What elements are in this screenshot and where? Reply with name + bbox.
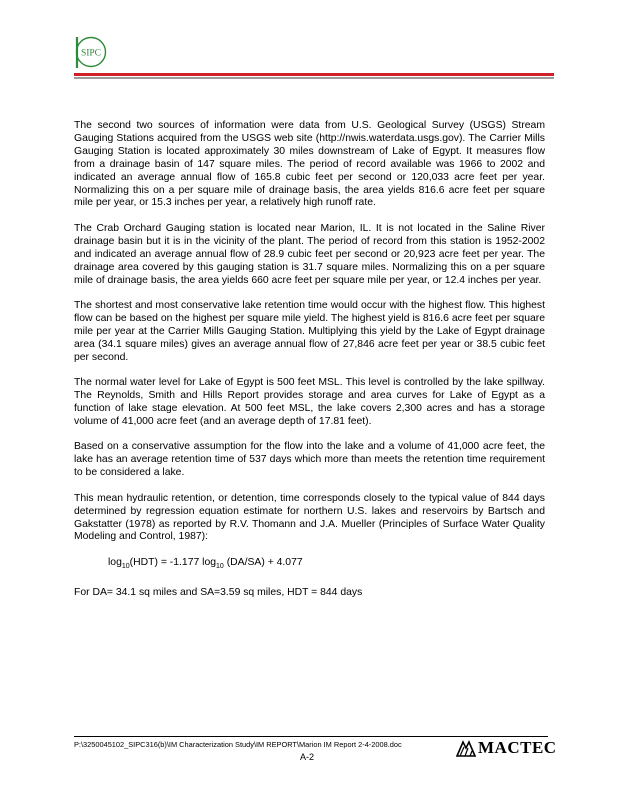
formula-term-right: (DA/SA) + 4.077 xyxy=(223,556,303,568)
paragraph-hydraulic-retention: This mean hydraulic retention, or detention, time corresponds closely to the typical value of 844 days determined by regression equation estimate for northern U.S. lakes and reservoirs by Bartsch and Gakstatter (1978) as reported by R.V. Thomann and J.A. Mueller (Principles of Surface Water Quality Modeling and Control, 1987): xyxy=(74,492,545,543)
mactec-logo xyxy=(456,738,557,758)
result-line: For DA= 34.1 sq miles and SA=3.59 sq miles, HDT = 844 days xyxy=(74,586,363,598)
formula-term-left: (HDT) = -1.177 log xyxy=(129,556,217,568)
sipc-logo-mark xyxy=(70,34,110,70)
paragraph-crab-orchard: The Crab Orchard Gauging station is located near Marion, IL. It is not located in the Saline River drainage basin but it is in the vicinity of the plant. The period of record from this station is 1952-2002 and indicated an average annual flow of 28.9 cubic feet per second or 20,923 acre feet per year. The drainage area covered by this gauging station is 31.7 square miles. Normalizing this on a per square mile of drainage basis, the area yields 660 acre feet per square mile per year, or 12.4 inches per year. xyxy=(74,222,545,286)
formula-log-left: log xyxy=(108,556,122,568)
sipc-logo xyxy=(70,34,110,70)
paragraph-retention-time: Based on a conservative assumption for the flow into the lake and a volume of 41,000 acre feet, the lake has an average retention time of 537 days which more than meets the retention time requirement to be considered a lake. xyxy=(74,441,545,479)
header-rule-gray xyxy=(74,77,554,79)
mactec-wordmark: MACTEC xyxy=(478,738,557,757)
document-body xyxy=(74,120,545,612)
hdt-formula xyxy=(74,557,545,574)
paragraph-usgs-stations: The second two sources of information were data from U.S. Geological Survey (USGS) Stream Gauging Stations acquired from the USGS web site (http://nwis.waterdata.usgs.gov). The Carrier Mills Gauging Station is located approximately 30 miles downstream of Lake of Egypt. It measures flow from a drainage basin of 147 square miles. The period of record available was 1966 to 2002 and indicated an average annual flow of 165.8 cubic feet per second or 120,033 acre feet per year. Normalizing this on a per square mile of drainage basis, the area yields 816.6 acre feet per square mile per year, or 15.3 inches per year, a relatively high runoff rate. xyxy=(74,120,545,209)
formula-sub-left: 10 xyxy=(121,563,130,571)
paragraph-water-level: The normal water level for Lake of Egypt is 500 feet MSL. This level is controlled by the lake spillway. The Reynolds, Smith and Hills Report provides storage and area curves for Lake of Egypt as a function of lake stage elevation. At 500 feet MSL, the lake covers 2,300 acres and has a storage volume of 41,000 acre feet (and an average depth of 17.81 feet). xyxy=(74,377,545,427)
footer-rule xyxy=(74,736,548,737)
formula-sub-right: 10 xyxy=(216,563,224,571)
page-number: A-2 xyxy=(300,752,315,762)
logo-text: SIPC xyxy=(80,48,102,59)
paragraph-retention-flow: The shortest and most conservative lake retention time would occur with the highest flow. This highest flow can be based on the highest per square mile yield. The highest yield is 816.6 acre feet per square mile per year at the Carrier Mills Gauging Station. Multiplying this yield by the Lake of Egypt drainage area (34.1 square miles) gives an average annual flow of 27,846 acre feet per year or 38.5 cubic feet per second. xyxy=(74,300,545,363)
footer-file-path: P:\3250045102_SIPC316(b)\IM Characterization Study\IM REPORT\Marion IM Report 2-4-2008.doc xyxy=(74,740,402,749)
mactec-mark-icon xyxy=(456,739,478,757)
header-rule-red xyxy=(74,73,554,76)
